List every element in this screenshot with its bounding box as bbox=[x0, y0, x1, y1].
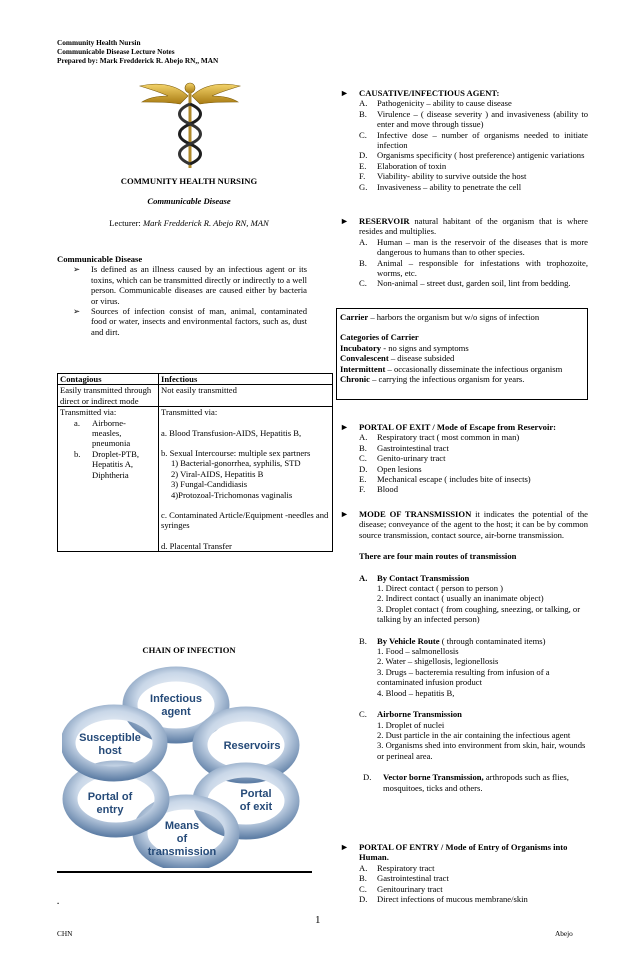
list-item: Incubatory - no signs and symptoms bbox=[340, 342, 469, 353]
transmission-term: MODE OF TRANSMISSION bbox=[359, 509, 472, 519]
list-item: Chronic – carrying the infectious organism for years. bbox=[340, 374, 525, 385]
doc-title: COMMUNITY HEALTH NURSING bbox=[120, 176, 258, 186]
list-item: B. Gastrointestinal tract bbox=[359, 873, 449, 884]
list-item: A. Human – man is the reservoir of the diseases that is more dangerous to humans than to other species. bbox=[359, 236, 588, 258]
arrow-pointer-icon: ► bbox=[340, 216, 349, 226]
chain-label: Portal of bbox=[87, 791, 133, 803]
table-header-cell: Contagious bbox=[58, 374, 159, 385]
reservoir-section: ► RESERVOIR natural habitant of the organism that is where resides and multiplies. A. Human – man is the reservoir of the diseases that is more dangerous to humans than to other species. B. Animal – responsible for infestations with trophozoite, worms, etc. C. Non-animal – street dust, garden soil, lint from bedding. bbox=[340, 216, 588, 289]
portal-exit-section bbox=[340, 422, 588, 495]
chain-label: of bbox=[176, 833, 188, 845]
arrow-bullet-icon: ➢ bbox=[73, 264, 81, 275]
list-item: 1. Direct contact ( person to person ) bbox=[377, 583, 503, 594]
header-line-2: Communicable Disease Lecture Notes bbox=[57, 47, 175, 56]
caduceus-logo-icon bbox=[138, 78, 242, 170]
transmission-section: ► MODE OF TRANSMISSION it indicates the potential of the disease; conveyance of the agent to the host; it can be by common source transmission, contact source, air-borne transmission. There are four main routes of transmission A. By Contact Transmission 1. Direct contact ( person to person ) 2. Indirect contact ( usually an inanimate object) 3. Droplet contact ( from coughing, sneezing, or talking, or talking by an infected person) B. By Vehicle Route ( through contaminated items) 1. Food – salmonellosis 2. Water – shigellosis, legionellosis 3. Drugs – bacteremia resulting from infusion of a contaminated infusion product 4. Blood – hepatitis B, C. Airborne Transmission 1. Droplet of nuclei 2. Dust particle in the air containing the infectious agent 3. Organisms shed into environment from skin, hair, wounds or perineal area. D. Vector borne Transmission, arthropods such as flies, mosquitoes, ticks and others. bbox=[340, 509, 588, 793]
reservoir-term: RESERVOIR bbox=[359, 216, 410, 226]
route-vehicle: B. By Vehicle Route ( through contaminated items) 1. Food – salmonellosis 2. Water – shigellosis, legionellosis 3. Drugs – bacteremia resulting from infusion of a contaminated infusion product 4. Blood – hepatitis B, bbox=[359, 636, 588, 698]
list-item: a. Airborne- measles, pneumonia bbox=[74, 417, 131, 449]
divider bbox=[57, 871, 312, 873]
list-item: A. Respiratory tract bbox=[359, 862, 435, 873]
table-cell: Easily transmitted through direct or indirect mode bbox=[58, 385, 159, 407]
carrier-box: Carrier – harbors the organism but w/o signs of infection Categories of Carrier Incubatory - no signs and symptoms Convalescent – disease subsided Intermittent – occasionally disseminate the infectious organism Chronic – carrying the infectious organism for years. bbox=[336, 308, 588, 400]
communicable-section bbox=[57, 254, 307, 337]
route-vector: D. Vector borne Transmission, arthropods such as flies, mosquitoes, ticks and others. bbox=[363, 772, 569, 793]
chain-label: agent bbox=[161, 706, 191, 718]
list-item: b. Droplet-PTB, Hepatitis A, Diphtheria bbox=[74, 448, 140, 480]
causative-section bbox=[340, 88, 588, 192]
list-item: A. Pathogenicity – ability to cause disease bbox=[359, 98, 512, 109]
footer-left: CHN bbox=[57, 929, 73, 938]
route-airborne: C. Airborne Transmission 1. Droplet of nuclei 2. Dust particle in the air containing the infectious agent 3. Organisms shed into environment from skin, hair, wounds or perineal area. bbox=[359, 709, 588, 761]
list-item: A. Respiratory tract ( most common in man) bbox=[359, 432, 520, 443]
chain-label: Means bbox=[164, 820, 200, 832]
portal-entry-section bbox=[340, 842, 588, 904]
list-item: 2. Dust particle in the air containing the infectious agent bbox=[377, 729, 571, 740]
carrier-categories-heading: Categories of Carrier bbox=[340, 332, 419, 343]
stray-dot: . bbox=[57, 896, 60, 906]
chain-label: Reservoirs bbox=[223, 740, 281, 752]
table-row bbox=[58, 385, 333, 407]
chain-label: entry bbox=[96, 804, 124, 816]
list-item: 3) Fungal-Candidiasis bbox=[171, 479, 248, 490]
communicable-heading: Communicable Disease bbox=[57, 254, 143, 264]
list-item: 4)Protozoal-Trichomonas vaginalis bbox=[171, 489, 293, 500]
communicable-bullet: ➢ Is defined as an illness caused by an infectious agent or its toxins, which can be transmitted directly or indirectly to a well person. Communicable diseases are caused either by bacteria or virus. bbox=[73, 264, 307, 306]
list-item: F. Blood bbox=[359, 484, 399, 495]
list-item: 4. Blood – hepatitis B, bbox=[377, 687, 455, 698]
list-item: 1) Bacterial-gonorrhea, syphilis, STD bbox=[171, 458, 301, 469]
list-item: 3. Droplet contact ( from coughing, sneezing, or talking, or talking by an infected person) bbox=[377, 603, 581, 625]
document-header bbox=[57, 38, 218, 65]
footer-right: Abejo bbox=[555, 929, 573, 938]
chain-label: Portal bbox=[240, 788, 272, 800]
lecturer-name: Mark Fredderick R. Abejo RN, MAN bbox=[142, 218, 269, 228]
causative-heading: CAUSATIVE/INFECTIOUS AGENT: bbox=[359, 88, 500, 98]
list-item: G. Invasiveness – ability to penetrate the cell bbox=[359, 181, 522, 192]
lecturer-line bbox=[57, 218, 321, 228]
chain-of-infection-diagram bbox=[62, 663, 310, 868]
arrow-pointer-icon: ► bbox=[340, 842, 349, 852]
table-row bbox=[58, 407, 333, 552]
list-item: B. Animal – responsible for infestations with trophozoite, worms, etc. bbox=[359, 257, 588, 279]
list-item: 3. Organisms shed into environment from skin, hair, wounds or perineal area. bbox=[377, 740, 586, 761]
chain-label: Infectious bbox=[150, 693, 202, 705]
list-item: C. Non-animal – street dust, garden soil, lint from bedding. bbox=[359, 278, 571, 289]
portal-exit-heading: PORTAL OF EXIT / Mode of Escape from Reservoir: bbox=[359, 422, 557, 432]
list-item: E. Elaboration of toxin bbox=[359, 160, 447, 171]
chain-label: Susceptible bbox=[79, 732, 141, 744]
list-item: C. Genito-urinary tract bbox=[359, 453, 446, 464]
route-contact: A. By Contact Transmission 1. Direct contact ( person to person ) 2. Indirect contact ( usually an inanimate object) 3. Droplet contact ( from coughing, sneezing, or talking, or talking by an infected person) bbox=[359, 573, 588, 625]
communicable-bullet: ➢ Sources of infection consist of man, animal, contaminated food or water, insects and environmental factors, such as, dust and dirt. bbox=[73, 306, 307, 337]
list-item: C. Genitourinary tract bbox=[359, 883, 443, 894]
table-cell: Transmitted via: a. Airborne- measles, pneumonia b. Droplet-PTB, Hepatitis A, Diphtheria bbox=[58, 407, 159, 552]
list-item: 2. Water – shigellosis, legionellosis bbox=[377, 656, 499, 667]
arrow-pointer-icon: ► bbox=[340, 88, 349, 98]
list-item: F. Viability- ability to survive outside the host bbox=[359, 171, 527, 182]
table-header-row bbox=[58, 374, 333, 385]
list-item: 2. Indirect contact ( usually an inanimate object) bbox=[377, 593, 544, 604]
list-item: D. Direct infections of mucous membrane/skin bbox=[359, 894, 528, 905]
chain-heading: CHAIN OF INFECTION bbox=[142, 645, 236, 655]
contagious-infectious-table bbox=[57, 373, 333, 552]
list-item: E. Mechanical escape ( includes bite of insects) bbox=[359, 474, 531, 485]
page-number: 1 bbox=[315, 914, 321, 926]
arrow-pointer-icon: ► bbox=[340, 509, 349, 519]
arrow-bullet-icon: ➢ bbox=[73, 306, 81, 317]
four-routes-heading: There are four main routes of transmission bbox=[359, 551, 517, 562]
list-item: 1. Food – salmonellosis bbox=[377, 646, 459, 657]
arrow-pointer-icon: ► bbox=[340, 422, 349, 432]
table-cell: Transmitted via: a. Blood Transfusion-AIDS, Hepatitis B, b. Sexual Intercourse: multiple sex partners 1) Bacterial-gonorrhea, syphilis, STD 2) Viral-AIDS, Hepatitis B 3) Fungal-Candidiasis 4)Protozoal-Trichomonas vaginalis c. Contaminated Article/Equipment -needles and syringes d. Placental Transfer bbox=[159, 407, 333, 552]
portal-entry-heading: PORTAL OF ENTRY / Mode of Entry of Organisms into Human. bbox=[359, 842, 568, 863]
list-item: C. Infective dose – number of organisms needed to initiate infection bbox=[359, 129, 588, 151]
doc-subtitle: Communicable Disease bbox=[147, 196, 231, 206]
table-cell: Not easily transmitted bbox=[159, 385, 333, 407]
chain-label: transmission bbox=[147, 846, 217, 858]
list-item: 2) Viral-AIDS, Hepatitis B bbox=[171, 468, 264, 479]
list-item: B. Gastrointestinal tract bbox=[359, 442, 449, 453]
list-item: Intermittent – occasionally disseminate the infectious organism bbox=[340, 363, 563, 374]
lecturer-label: Lecturer: bbox=[109, 218, 141, 228]
list-item: D. Open lesions bbox=[359, 463, 422, 474]
list-item: Convalescent – disease subsided bbox=[340, 353, 455, 364]
header-line-3: Prepared by: Mark Fredderick R. Abejo RN,, MAN bbox=[57, 56, 219, 65]
list-item: D. Organisms specificity ( host preference) antigenic variations bbox=[359, 150, 585, 161]
sexual-transmission-list bbox=[161, 458, 330, 500]
chain-label: of exit bbox=[239, 801, 273, 813]
header-line-1: Community Health Nursin bbox=[57, 38, 141, 47]
chain-label: host bbox=[98, 745, 122, 757]
table-header-cell: Infectious bbox=[159, 374, 333, 385]
list-item: B. Virulence – ( disease severity ) and invasiveness (ability to enter and move through tissue) bbox=[359, 108, 588, 130]
list-item: 3. Drugs – bacteremia resulting from infusion of a contaminated infusion product bbox=[377, 666, 550, 688]
list-item: 1. Droplet of nuclei bbox=[377, 719, 445, 730]
